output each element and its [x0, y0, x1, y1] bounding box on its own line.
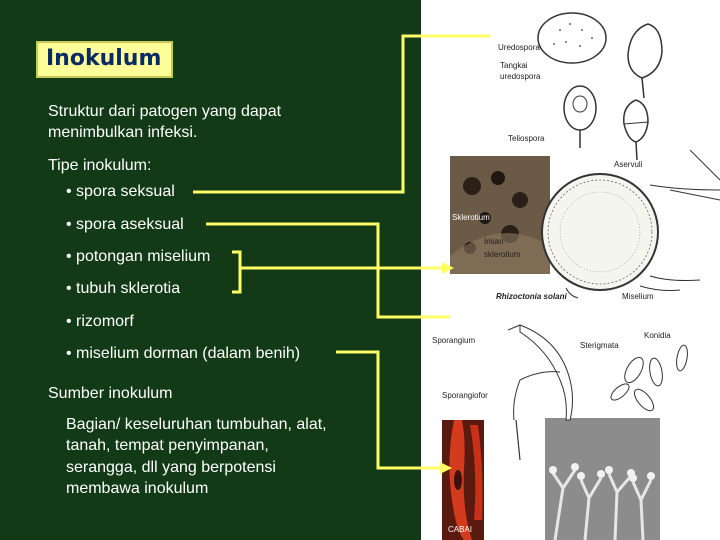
label-cabai: CABAI	[448, 525, 473, 534]
label-sporangium: Sporangium	[432, 336, 476, 345]
label-miselium: Miselium	[622, 292, 654, 301]
list-item: • spora seksual	[66, 183, 175, 200]
definition-line-2: menimbulkan infeksi.	[48, 124, 198, 141]
uredospora-illustration	[538, 13, 720, 200]
label-rhizoctonia: Rhizoctonia solani	[496, 292, 567, 301]
connector-dormant-mycelium	[336, 352, 440, 468]
list-item: • tubuh sklerotia	[66, 280, 181, 297]
sources-line-4: membawa inokulum	[66, 480, 209, 497]
label-sporangiofor: Sporangiofor	[442, 391, 488, 400]
label-irisan: Irisan	[484, 237, 504, 246]
definition-line-1: Struktur dari patogen yang dapat	[48, 103, 282, 120]
type-sclerotia: tubuh sklerotia	[76, 280, 181, 297]
sources-heading: Sumber inokulum	[48, 385, 173, 402]
label-tangkai: Tangkai	[500, 61, 528, 70]
slide-title: Inokulum	[46, 46, 162, 71]
label-tangkai-uredospora: uredospora	[500, 72, 541, 81]
list-item: • potongan miselium	[66, 248, 211, 265]
label-uredospora: Uredospora	[498, 43, 540, 52]
type-dormant-mycelium: miselium dorman (dalam benih)	[76, 345, 301, 362]
type-rhizomorph: rizomorf	[76, 313, 134, 330]
list-item: • miselium dorman (dalam benih)	[66, 345, 301, 362]
connectors	[193, 36, 490, 468]
label-sterigmata: Sterigmata	[580, 341, 619, 350]
types-heading: Tipe inokulum:	[48, 157, 152, 174]
sclerotium-section-illustration	[542, 174, 700, 298]
sources-line-1: Bagian/ keseluruhan tumbuhan, alat,	[66, 416, 327, 433]
label-irisan-sklerotium: sklerotium	[484, 250, 521, 259]
sources-line-3: serangga, dll yang berpotensi	[66, 459, 276, 476]
label-teliospora: Teliospora	[508, 134, 545, 143]
list-item: • spora aseksual	[66, 216, 184, 233]
bracket-mycelium-sclerotia	[232, 252, 240, 292]
label-konidia: Konidia	[644, 331, 671, 340]
connector-asexual-spores	[206, 224, 450, 317]
label-sklerotium: Sklerotium	[452, 213, 490, 222]
connector-sexual-spores	[193, 36, 490, 192]
label-aservuli: Aservuli	[614, 160, 643, 169]
type-sexual-spores: spora seksual	[76, 183, 175, 200]
list-item: • rizomorf	[66, 313, 134, 330]
connector-arrowheads	[440, 262, 454, 474]
type-asexual-spores: spora aseksual	[76, 216, 184, 233]
sources-line-2: tanah, tempat penyimpanan,	[66, 437, 269, 454]
type-mycelium-fragments: potongan miselium	[76, 248, 211, 265]
